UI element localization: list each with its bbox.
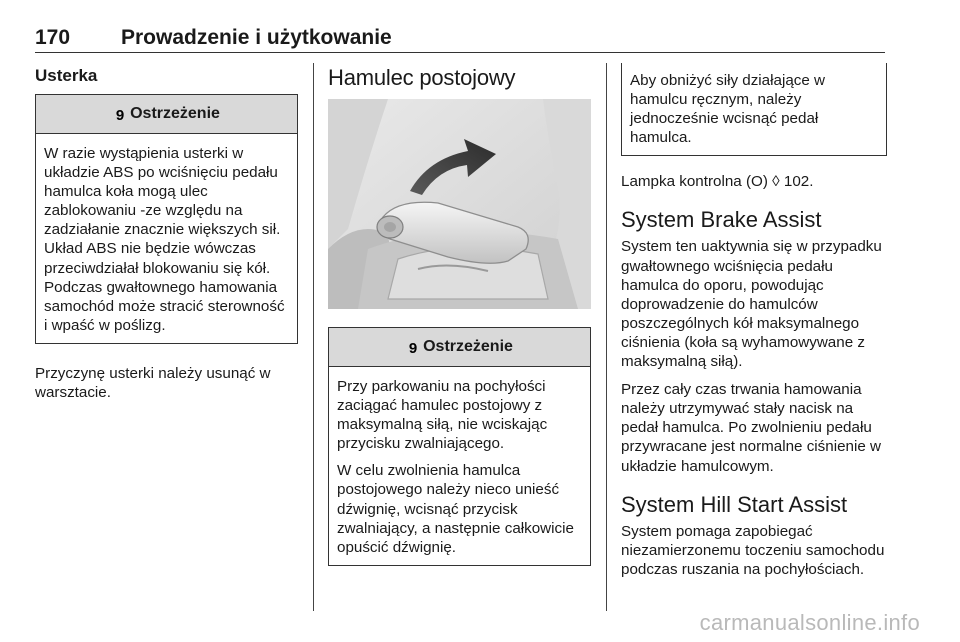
hill-start-paragraph: System pomaga zapobiegać niezamierzonemu toczeniu samochodu podczas ruszania na pochyłościach. — [621, 522, 885, 578]
parking-brake-photo — [328, 99, 591, 309]
paragraph-workshop: Przyczynę usterki należy usunąć w warsztacie. — [35, 364, 271, 402]
note-text: Aby obniżyć siły działające w hamulcu ręcznym, należy jednocześnie wcisnąć pedał hamulca. — [630, 72, 825, 147]
column-3 — [621, 63, 887, 588]
brake-lamp-icon: (O) — [745, 173, 768, 191]
section-heading-usterka: Usterka — [35, 66, 98, 85]
page-number: 170 — [35, 26, 71, 49]
lamp-page-ref: 102. — [783, 173, 814, 191]
svg-text:9: 9 — [115, 106, 125, 122]
chapter-title: Prowadzenie i użytkowanie — [121, 26, 392, 49]
warning-text-1: Przy parkowaniu na pochyłości zaciągać hamulec postojowy z maksymalną siłą, nie wciskając przycisku zwalniającego. — [337, 378, 548, 453]
column-divider-2 — [606, 63, 607, 611]
header-rule — [35, 52, 885, 53]
page-header — [35, 22, 885, 52]
svg-text:9: 9 — [408, 339, 418, 355]
column-2 — [328, 63, 591, 566]
warning-triangle-icon — [406, 340, 420, 355]
section-heading-hamulec-postojowy: Hamulec postojowy — [328, 65, 516, 90]
warning-body — [36, 134, 297, 343]
section-heading-hill-start-assist: System Hill Start Assist — [621, 491, 848, 517]
column-divider-1 — [313, 63, 314, 611]
warning-title: Ostrzeżenie — [130, 105, 220, 122]
warning-text-2: W celu zwolnienia hamulca postojowego należy nieco unieść dźwignię, wcisnąć przycisk zwalniający, a następnie całkowicie opuścić dźwignię. — [337, 462, 574, 556]
warning-body — [329, 367, 590, 565]
page-ref-arrow-icon: ◊ — [772, 173, 780, 191]
warning-title: Ostrzeżenie — [423, 338, 513, 355]
note-box-continued — [621, 63, 887, 156]
lamp-label: Lampka kontrolna — [621, 173, 742, 191]
column-1 — [35, 63, 298, 411]
warning-header — [329, 328, 590, 367]
section-heading-brake-assist: System Brake Assist — [621, 207, 822, 233]
watermark: carmanualsonline.info — [699, 610, 920, 635]
warning-header — [36, 95, 297, 134]
brake-assist-paragraph-1: System ten uaktywnia się w przypadku gwałtownego wciśnięcia pedału hamulca do oporu, powodując doprowadzenie do hamulców poszczególnych kół maksymalnego ciśnienia (koła są wyhamowywane z maksymalną siłą). — [621, 238, 882, 371]
lamp-reference — [621, 172, 887, 191]
brake-assist-paragraph-2: Przez cały czas trwania hamowania należy utrzymywać stały nacisk na pedał hamulca. Po zwolnieniu pedału przywracane jest normalne ciśnienie w układzie hamulcowym. — [621, 381, 881, 475]
warning-box-abs — [35, 94, 298, 344]
warning-box-parking — [328, 327, 591, 566]
warning-triangle-icon — [113, 107, 127, 122]
warning-text: W razie wystąpienia usterki w układzie ABS po wciśnięciu pedału hamulca koła mogą ulec zablokowaniu -ze względu na zadziałanie znacznie większych sił. Układ ABS nie będzie wówczas przeciwdziałał blokowaniu się kół. Podczas gwałtownego hamowania samochód może stracić sterowność i wpaść w poślizg. — [44, 145, 285, 334]
